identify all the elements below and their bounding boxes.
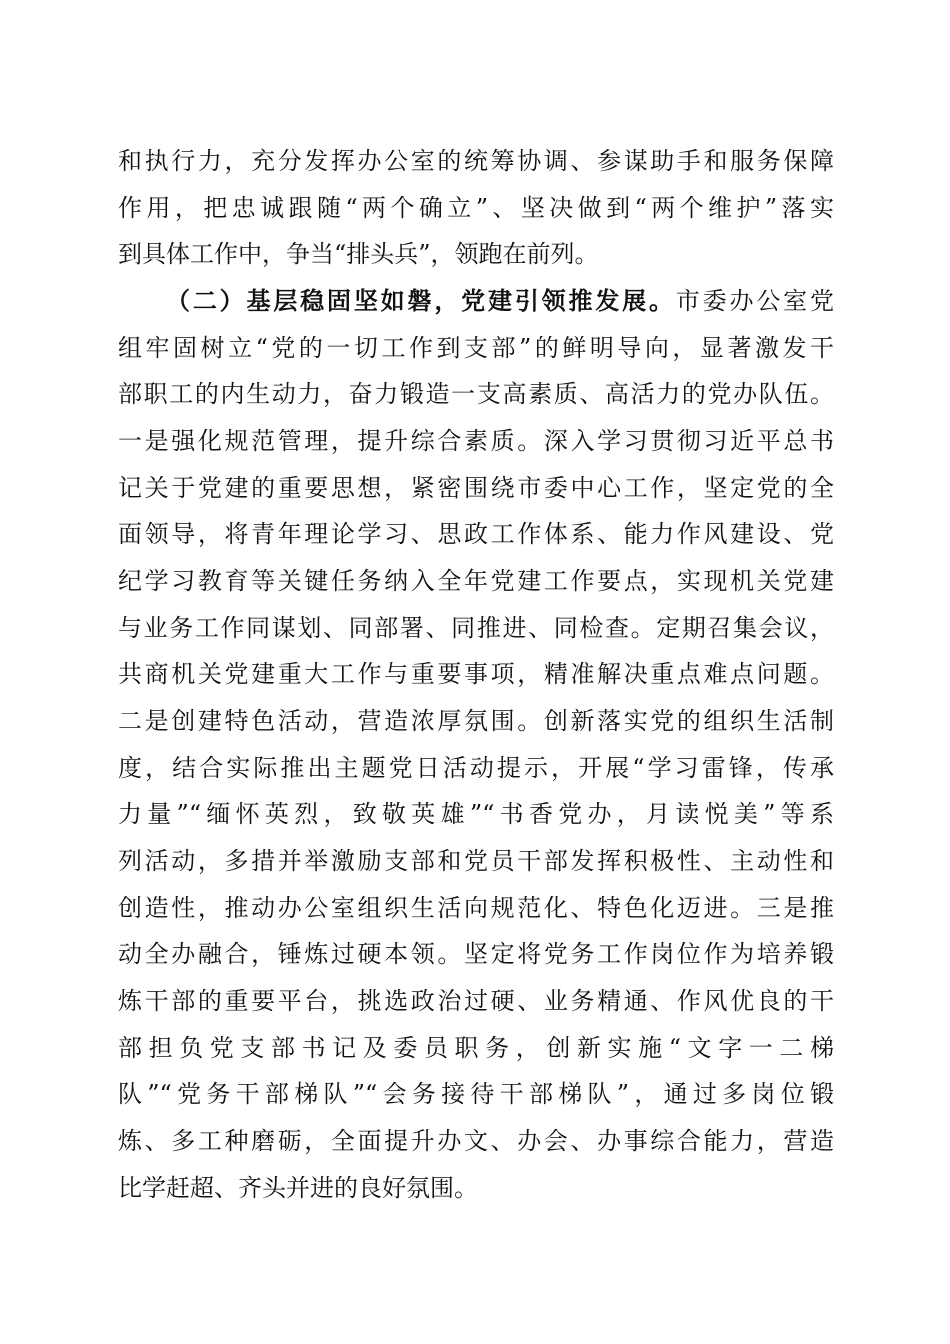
paragraph-line: 列活动，多措并举激励支部和党员干部发挥积极性、主动性和	[118, 847, 834, 875]
section-number: （二）	[166, 286, 247, 315]
paragraph-line: 度，结合实际推出主题党日活动提示，开展“学习雷锋，传承	[118, 754, 834, 782]
section-lead-text: 市委办公室党	[675, 287, 835, 315]
paragraph-line: 面领导，将青年理论学习、思政工作体系、能力作风建设、党	[118, 520, 834, 548]
paragraph-line: 动全办融合，锤炼过硬本领。坚定将党务工作岗位作为培养锻	[118, 940, 834, 968]
section-heading: 基层稳固坚如磐，党建引领推发展。	[246, 286, 676, 315]
paragraph-line: 力量”“缅怀英烈，致敬英雄”“书香党办，月读悦美”等系	[118, 800, 834, 828]
paragraph-line: 纪学习教育等关键任务纳入全年党建工作要点，实现机关党建	[118, 567, 834, 595]
paragraph-line: 二是创建特色活动，营造浓厚氛围。创新落实党的组织生活制	[118, 707, 834, 735]
paragraph-line: 队”“党务干部梯队”“会务接待干部梯队”，通过多岗位锻	[118, 1080, 834, 1108]
paragraph-line: 共商机关党建重大工作与重要事项，精准解决重点难点问题。	[118, 660, 834, 688]
paragraph-line: 组牢固树立“党的一切工作到支部”的鲜明导向，显著激发干	[118, 334, 834, 362]
paragraph-line: 和执行力，充分发挥办公室的统筹协调、参谋助手和服务保障	[118, 147, 834, 175]
paragraph-line: 部担负党支部书记及委员职务，创新实施“文字一二梯	[118, 1034, 834, 1062]
paragraph-line: 与业务工作同谋划、同部署、同推进、同检查。定期召集会议，	[118, 614, 834, 642]
paragraph-line: 到具体工作中，争当“排头兵”，领跑在前列。	[118, 240, 599, 268]
paragraph-line: 部职工的内生动力，奋力锻造一支高素质、高活力的党办队伍。	[118, 380, 834, 408]
paragraph-line: 一是强化规范管理，提升综合素质。深入学习贯彻习近平总书	[118, 427, 834, 455]
paragraph-line: 创造性，推动办公室组织生活向规范化、特色化迈进。三是推	[118, 894, 834, 922]
paragraph-line: 作用，把忠诚跟随“两个确立”、坚决做到“两个维护”落实	[118, 194, 834, 222]
section-heading-line	[166, 281, 834, 321]
paragraph-line: 炼、多工种磨砺，全面提升办文、办会、办事综合能力，营造	[118, 1127, 834, 1155]
paragraph-line: 比学赶超、齐头并进的良好氛围。	[118, 1174, 478, 1202]
paragraph-line: 炼干部的重要平台，挑选政治过硬、业务精通、作风优良的干	[118, 987, 834, 1015]
paragraph-line: 记关于党建的重要思想，紧密围绕市委中心工作，坚定党的全	[118, 474, 834, 502]
